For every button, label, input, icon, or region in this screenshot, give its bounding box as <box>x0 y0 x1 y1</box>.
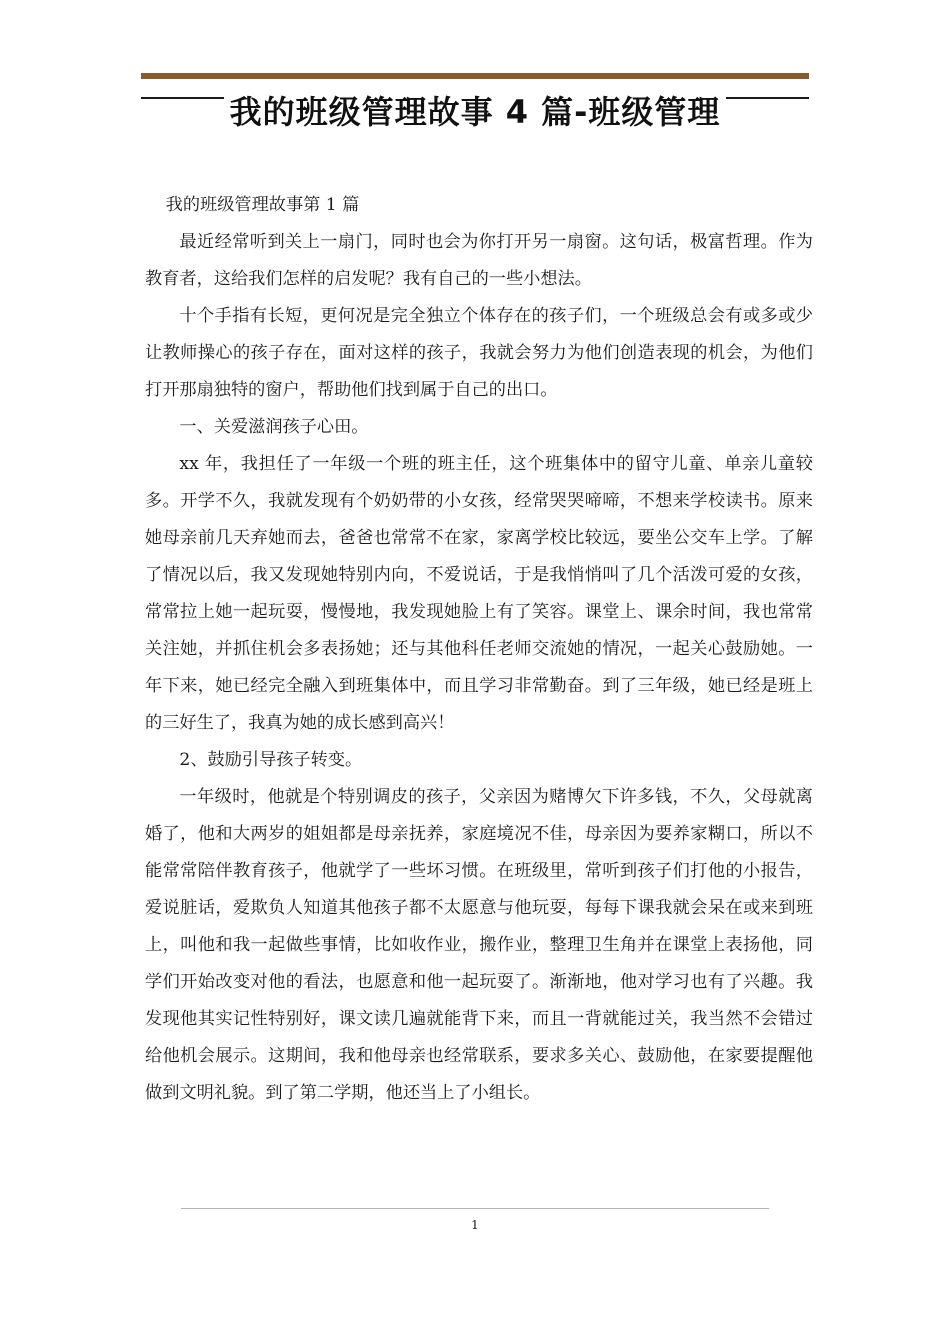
paragraph: xx 年，我担任了一年级一个班的班主任，这个班集体中的留守儿童、单亲儿童较多。开学不久，我就发现有个奶奶带的小女孩，经常哭哭啼啼，不想来学校读书。原来她母亲前几天弃她而去，爸爸也常常不在家，家离学校比较远，要坐公交车上学。了解了情况以后，我又发现她特别内向，不爱说话，于是我悄悄叫了几个活泼可爱的女孩，常常拉上她一起玩耍，慢慢地，我发现她脸上有了笑容。课堂上、课余时间，我也常常关注她，并抓住机会多表扬她；还与其他科任老师交流她的情况，一起关心鼓励她。一年下来，她已经完全融入到班集体中，而且学习非常勤奋。到了三年级，她已经是班上的三好生了，我真为她的成长感到高兴！ <box>145 454 813 733</box>
section-heading: 一、关爱滋润孩子心田。 <box>179 417 369 437</box>
paragraph: 最近经常听到关上一扇门，同时也会为你打开另一扇窗。这句话，极富哲理。作为教育者，这给我们怎样的启发呢？我有自己的一些小想法。 <box>145 232 813 289</box>
header-rule-brown <box>141 73 809 79</box>
footer-rule <box>181 1208 769 1209</box>
section-heading: 2、鼓励引导孩子转变。 <box>179 750 363 770</box>
paragraph: 十个手指有长短，更何况是完全独立个体存在的孩子们，一个班级总会有或多或少让教师操心的孩子存在，面对这样的孩子，我就会努力为他们创造表现的机会，为他们打开那扇独特的窗户，帮助他们找到属于自己的出口。 <box>145 306 813 400</box>
document-title-text: 我的班级管理故事 4 篇-班级管理 <box>224 93 727 131</box>
document-body <box>145 187 813 1112</box>
article-heading: 我的班级管理故事第 1 篇 <box>165 195 360 215</box>
document-title <box>141 88 809 136</box>
page-number: 1 <box>471 1218 479 1232</box>
paragraph: 一年级时，他就是个特别调皮的孩子，父亲因为赌博欠下许多钱，不久，父母就离婚了，他和大两岁的姐姐都是母亲抚养，家庭境况不佳，母亲因为要养家糊口，所以不能常常陪伴教育孩子，他就学了一些坏习惯。在班级里，常听到孩子们打他的小报告，爱说脏话，爱欺负人知道其他孩子都不太愿意与他玩耍，每每下课我就会呆在或来到班上，叫他和我一起做些事情，比如收作业，搬作业，整理卫生角并在课堂上表扬他，同学们开始改变对他的看法，也愿意和他一起玩耍了。渐渐地，他对学习也有了兴趣。我发现他其实记性特别好，课文读几遍就能背下来，而且一背就能过关，我当然不会错过给他机会展示。这期间，我和他母亲也经常联系，要求多关心、鼓励他，在家要提醒他做到文明礼貌。到了第二学期，他还当上了小组长。 <box>145 787 813 1103</box>
